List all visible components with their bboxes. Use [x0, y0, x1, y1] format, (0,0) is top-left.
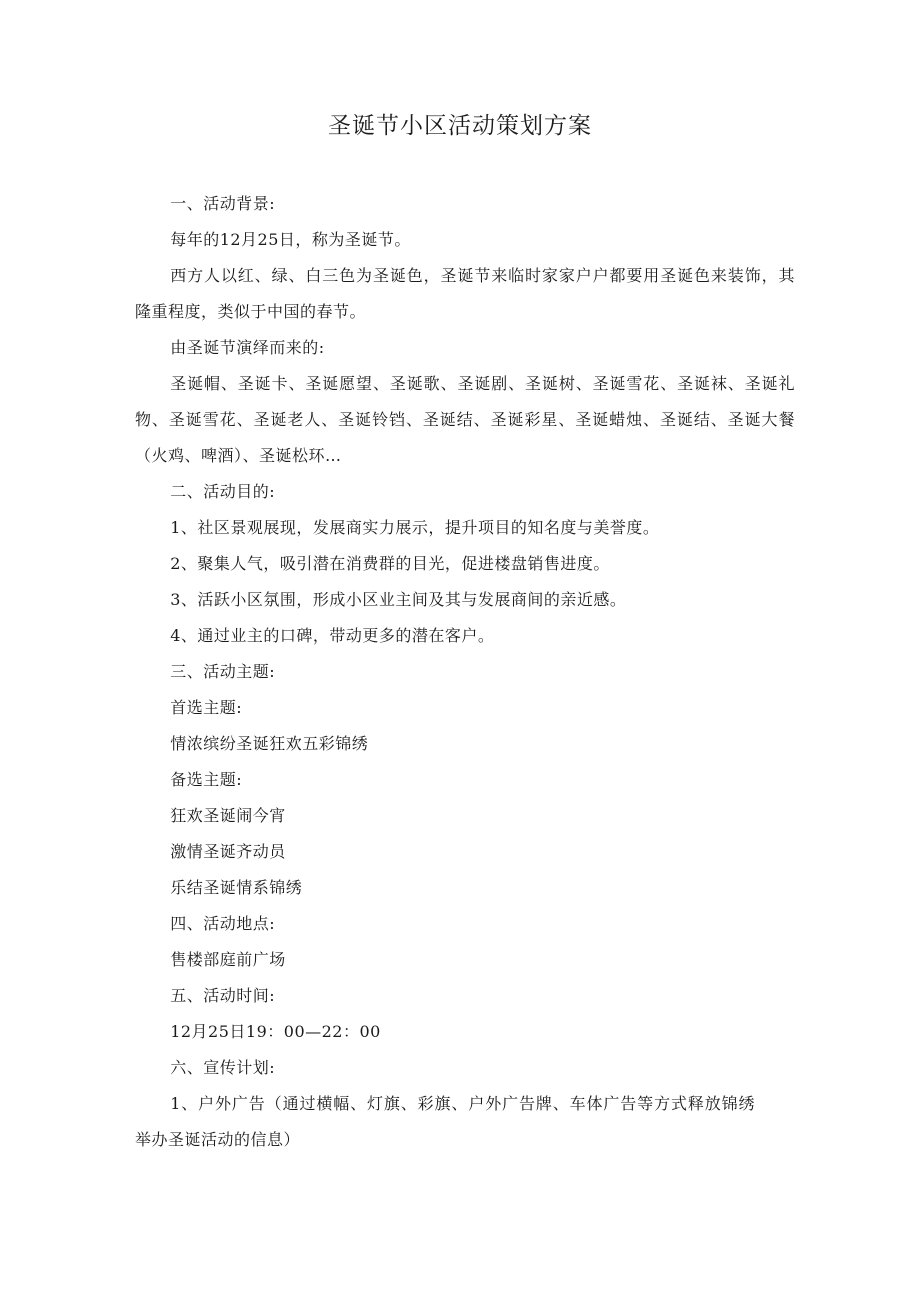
section-heading-time: 五、活动时间:: [170, 986, 276, 1005]
alternative-theme-3: 乐结圣诞情系锦绣: [170, 878, 303, 897]
paragraph-derived-intro: 由圣诞节演绎而来的:: [170, 338, 325, 357]
section-heading-location: 四、活动地点:: [170, 914, 276, 933]
section-heading-purpose: 二、活动目的:: [170, 482, 276, 501]
paragraph-date: 每年的12月25日，称为圣诞节。: [170, 230, 411, 249]
section-heading-promotion: 六、宣传计划:: [170, 1058, 276, 1077]
location-text: 售楼部庭前广场: [170, 950, 286, 969]
promotion-item-1: 1、户外广告（通过横幅、灯旗、彩旗、户外广告牌、车体广告等方式释放锦绣举办圣诞活动的信息）: [135, 1094, 755, 1149]
primary-theme-label: 首选主题:: [170, 698, 243, 717]
section-heading-background: 一、活动背景:: [170, 194, 276, 213]
alternative-theme-label: 备选主题:: [170, 770, 243, 789]
document-body: [135, 186, 795, 1158]
section-heading-theme: 三、活动主题:: [170, 662, 276, 681]
purpose-item-2: 2、聚集人气，吸引潜在消费群的目光，促进楼盘销售进度。: [170, 554, 610, 573]
purpose-item-4: 4、通过业主的口碑，带动更多的潜在客户。: [170, 626, 495, 645]
purpose-item-1: 1、社区景观展现，发展商实力展示，提升项目的知名度与美誉度。: [170, 518, 660, 537]
alternative-theme-1: 狂欢圣诞闹今宵: [170, 806, 286, 825]
paragraph-colors: 西方人以红、绿、白三色为圣诞色，圣诞节来临时家家户户都要用圣诞色来装饰，其隆重程度，类似于中国的春节。: [135, 266, 795, 321]
primary-theme: 情浓缤纷圣诞狂欢五彩锦绣: [170, 734, 369, 753]
time-text: 12月25日19：00—22：00: [170, 1022, 381, 1041]
purpose-item-3: 3、活跃小区氛围，形成小区业主间及其与发展商间的亲近感。: [170, 590, 627, 609]
document-title: 圣诞节小区活动策划方案: [328, 113, 592, 139]
paragraph-derived-list: 圣诞帽、圣诞卡、圣诞愿望、圣诞歌、圣诞剧、圣诞树、圣诞雪花、圣诞袜、圣诞礼物、圣诞雪花、圣诞老人、圣诞铃铛、圣诞结、圣诞彩星、圣诞蜡烛、圣诞结、圣诞大餐（火鸡、啤酒）、圣诞松环…: [135, 374, 795, 465]
alternative-theme-2: 激情圣诞齐动员: [170, 842, 286, 861]
